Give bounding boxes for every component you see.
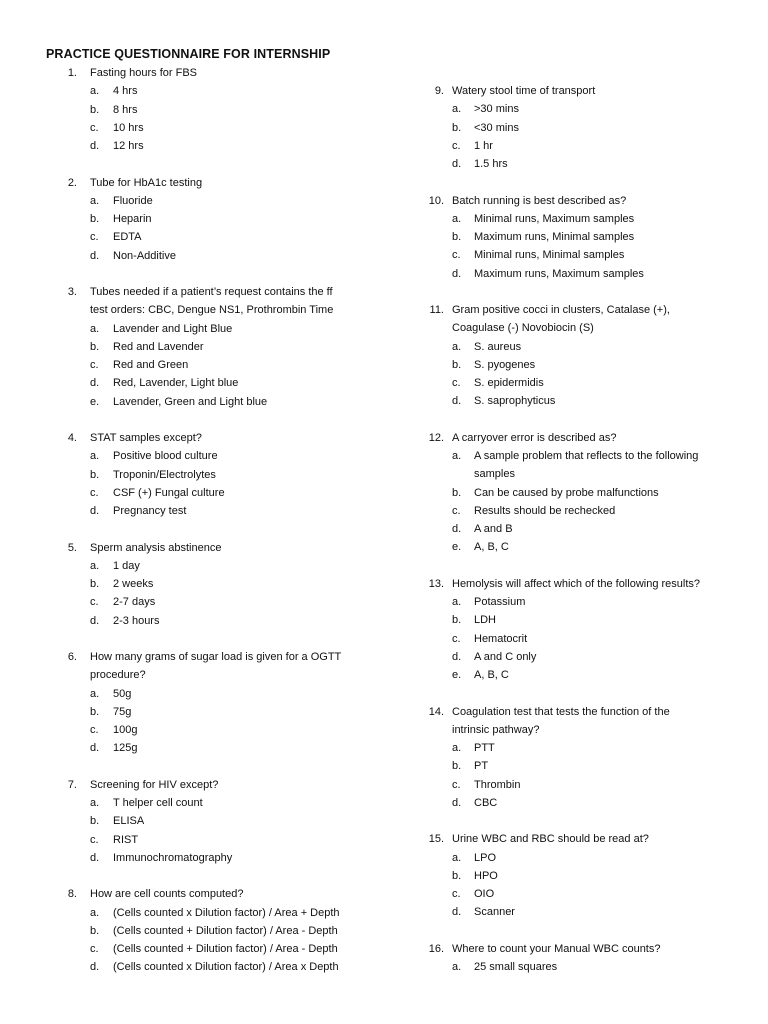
option-letter: b. xyxy=(90,924,100,937)
option-letter: c. xyxy=(452,504,461,517)
option-text: LDH xyxy=(474,614,497,627)
option-letter: d. xyxy=(452,906,462,919)
option-text: A sample problem that reflects to the following xyxy=(474,450,699,462)
question-text: Sperm analysis abstinence xyxy=(90,541,222,554)
option-text: S. pyogenes xyxy=(474,358,536,371)
question-text: Screening for HIV except? xyxy=(90,778,219,791)
option-letter: a. xyxy=(452,961,462,973)
option-text: Scanner xyxy=(474,906,515,919)
option-text: Lavender and Light Blue xyxy=(113,322,233,335)
question-text: Coagulase (-) Novobiocin (S) xyxy=(452,322,594,335)
option-text: 8 hrs xyxy=(113,103,138,116)
option-text: Immunochromatography xyxy=(113,851,233,864)
option-letter: c. xyxy=(90,359,99,371)
option-text: S. saprophyticus xyxy=(474,395,556,408)
option-text: >30 mins xyxy=(474,103,519,116)
option-letter: c. xyxy=(452,139,461,152)
option-letter: a. xyxy=(90,797,100,809)
question-text: Fasting hours for FBS xyxy=(90,67,197,79)
option-text: 10 hrs xyxy=(113,121,144,134)
option-letter: d. xyxy=(90,505,100,517)
question-text: A carryover error is described as? xyxy=(452,431,617,444)
option-letter: c. xyxy=(90,596,99,609)
option-text: Positive blood culture xyxy=(113,450,218,463)
option-letter: d. xyxy=(90,742,100,755)
option-text: Hematocrit xyxy=(474,632,528,645)
option-letter: e. xyxy=(90,395,100,408)
option-letter: c. xyxy=(90,231,99,244)
option-letter: a. xyxy=(90,559,100,572)
option-text: 75g xyxy=(113,705,132,718)
option-text: 1 hr xyxy=(474,139,493,152)
option-text: CSF (+) Fungal culture xyxy=(113,486,225,499)
option-text: HPO xyxy=(474,869,498,882)
option-letter: b. xyxy=(90,103,100,116)
option-text: Potassium xyxy=(474,596,526,608)
option-text: Pregnancy test xyxy=(113,505,187,517)
question-number: 13. xyxy=(428,577,444,590)
option-text: 2 weeks xyxy=(113,578,154,590)
question-text: Urine WBC and RBC should be read at? xyxy=(452,833,649,846)
question-number: 16. xyxy=(428,942,444,955)
option-text: 12 hrs xyxy=(113,140,144,152)
option-text: 2-3 hours xyxy=(113,614,160,627)
option-text: (Cells counted x Dilution factor) / Area + Depth xyxy=(113,906,340,919)
option-text: CBC xyxy=(474,796,498,809)
question-number: 7. xyxy=(67,778,77,791)
question-text: Watery stool time of transport xyxy=(452,85,596,97)
question-text: Batch running is best described as? xyxy=(452,194,627,207)
question-text: Hemolysis will affect which of the following results? xyxy=(452,577,701,590)
option-letter: d. xyxy=(90,851,100,864)
option-letter: b. xyxy=(452,614,462,627)
option-letter: a. xyxy=(452,340,462,353)
option-letter: b. xyxy=(90,340,100,353)
option-text: 25 small squares xyxy=(474,961,558,973)
option-letter: c. xyxy=(452,778,461,791)
option-text: Troponin/Electrolytes xyxy=(113,468,216,481)
option-letter: a. xyxy=(452,450,462,462)
option-letter: a. xyxy=(90,450,100,463)
option-text: RIST xyxy=(113,833,139,846)
question-number: 8. xyxy=(67,888,77,901)
question-number: 12. xyxy=(428,431,444,444)
option-letter: d. xyxy=(452,523,462,535)
option-letter: a. xyxy=(90,194,100,207)
option-letter: b. xyxy=(90,705,100,718)
question-number: 14. xyxy=(428,705,444,718)
option-letter: b. xyxy=(452,869,462,882)
question-number: 15. xyxy=(428,833,444,846)
option-letter: a. xyxy=(90,687,100,700)
option-letter: b. xyxy=(452,486,462,499)
question-number: 5. xyxy=(67,541,77,554)
option-letter: a. xyxy=(452,742,462,754)
option-text: A, B, C xyxy=(474,669,509,681)
option-text: Red and Green xyxy=(113,359,189,371)
question-number: 2. xyxy=(67,176,77,189)
option-text: Minimal runs, Minimal samples xyxy=(474,249,625,262)
option-text: 4 hrs xyxy=(113,85,138,98)
option-letter: a. xyxy=(90,906,100,919)
question-text: Coagulation test that tests the function of the xyxy=(452,705,670,718)
question-number: 10. xyxy=(428,194,444,207)
option-letter: b. xyxy=(90,578,100,590)
option-text: samples xyxy=(474,468,515,481)
option-text: 125g xyxy=(113,742,138,755)
option-text: S. aureus xyxy=(474,340,522,353)
option-letter: a. xyxy=(90,85,100,98)
question-text: Tubes needed if a patient’s request contains the ff xyxy=(90,286,333,298)
option-text: 1 day xyxy=(113,559,140,572)
option-letter: d. xyxy=(90,377,100,390)
option-letter: e. xyxy=(452,669,462,681)
option-text: Fluoride xyxy=(113,194,153,207)
option-letter: b. xyxy=(452,121,462,134)
question-number: 9. xyxy=(434,85,444,97)
option-letter: c. xyxy=(90,121,99,134)
option-letter: d. xyxy=(452,395,462,408)
question-text: Where to count your Manual WBC counts? xyxy=(452,942,661,955)
question-text: Gram positive cocci in clusters, Catalase (+), xyxy=(452,304,670,316)
option-letter: d. xyxy=(90,249,100,262)
option-text: (Cells counted + Dilution factor) / Area - Depth xyxy=(113,943,338,955)
option-text: Heparin xyxy=(113,213,152,225)
question-text: STAT samples except? xyxy=(90,432,202,444)
option-text: Lavender, Green and Light blue xyxy=(113,395,268,408)
option-text: Can be caused by probe malfunctions xyxy=(474,486,659,499)
option-text: 50g xyxy=(113,687,132,700)
question-text: intrinsic pathway? xyxy=(452,723,540,736)
option-letter: d. xyxy=(452,158,462,170)
option-letter: b. xyxy=(90,213,100,225)
option-text: Non-Additive xyxy=(113,249,176,262)
option-text: ELISA xyxy=(113,815,145,828)
option-letter: a. xyxy=(452,212,462,225)
option-text: (Cells counted x Dilution factor) / Area x Depth xyxy=(113,961,339,974)
option-letter: b. xyxy=(90,468,100,481)
option-text: 100g xyxy=(113,724,138,736)
option-letter: c. xyxy=(90,724,99,736)
question-number: 4. xyxy=(67,432,77,444)
option-letter: a. xyxy=(452,851,462,864)
option-letter: b. xyxy=(452,231,462,243)
option-text: Maximum runs, Minimal samples xyxy=(474,231,635,243)
option-letter: a. xyxy=(90,322,100,335)
option-text: <30 mins xyxy=(474,121,519,134)
option-text: Red and Lavender xyxy=(113,340,204,353)
option-text: Red, Lavender, Light blue xyxy=(113,377,239,390)
question-text: procedure? xyxy=(90,669,146,682)
question-number: 1. xyxy=(67,67,77,79)
option-letter: d. xyxy=(90,961,100,974)
question-number: 11. xyxy=(429,304,444,316)
option-text: 2-7 days xyxy=(113,596,156,609)
option-letter: d. xyxy=(90,140,100,152)
option-letter: e. xyxy=(452,541,462,554)
option-letter: a. xyxy=(452,103,462,116)
option-text: PTT xyxy=(474,742,495,754)
page-title: PRACTICE QUESTIONNAIRE FOR INTERNSHIP xyxy=(46,47,331,61)
option-letter: c. xyxy=(90,486,99,499)
option-letter: c. xyxy=(452,377,461,389)
option-text: Maximum runs, Maximum samples xyxy=(474,267,644,280)
option-letter: a. xyxy=(452,596,462,608)
option-letter: c. xyxy=(452,888,461,900)
option-letter: b. xyxy=(452,760,462,773)
option-letter: d. xyxy=(90,614,100,627)
option-letter: b. xyxy=(90,815,100,828)
question-text: How are cell counts computed? xyxy=(90,888,244,901)
option-letter: c. xyxy=(452,249,461,262)
option-letter: c. xyxy=(90,943,99,955)
option-text: (Cells counted + Dilution factor) / Area - Depth xyxy=(113,924,338,937)
option-text: PT xyxy=(474,760,489,773)
option-letter: c. xyxy=(452,632,461,645)
option-text: A and C only xyxy=(474,650,537,663)
option-letter: c. xyxy=(90,833,99,846)
question-text: Tube for HbA1c testing xyxy=(90,176,203,189)
option-letter: b. xyxy=(452,358,462,371)
option-text: A and B xyxy=(474,523,513,535)
option-text: A, B, C xyxy=(474,541,509,554)
option-text: T helper cell count xyxy=(113,797,203,809)
question-number: 6. xyxy=(67,651,77,663)
option-letter: d. xyxy=(452,267,462,280)
question-text: How many grams of sugar load is given for a OGTT xyxy=(90,651,342,663)
question-number: 3. xyxy=(67,286,77,298)
option-letter: d. xyxy=(452,796,462,809)
option-text: LPO xyxy=(474,851,497,864)
option-letter: d. xyxy=(452,650,462,663)
option-text: Thrombin xyxy=(474,778,521,791)
option-text: Results should be rechecked xyxy=(474,504,616,517)
question-text: test orders: CBC, Dengue NS1, Prothrombin Time xyxy=(90,304,334,317)
option-text: S. epidermidis xyxy=(474,377,544,389)
option-text: OIO xyxy=(474,888,495,900)
option-text: EDTA xyxy=(113,231,142,244)
option-text: 1.5 hrs xyxy=(474,158,508,170)
option-text: Minimal runs, Maximum samples xyxy=(474,212,635,225)
